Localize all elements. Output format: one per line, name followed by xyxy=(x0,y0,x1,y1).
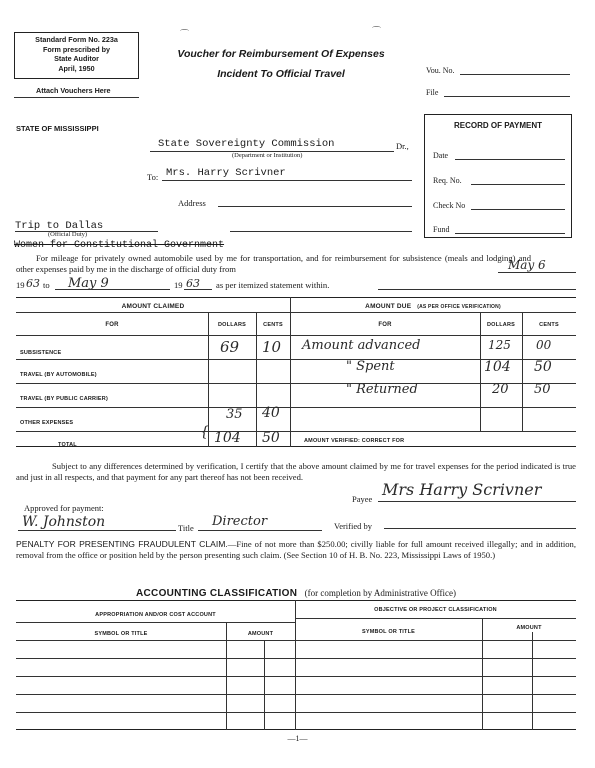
to-date-handwritten: May 9 xyxy=(68,276,109,291)
approved-label: Approved for payment: xyxy=(24,503,104,513)
right-amount-header: AMOUNT xyxy=(516,625,542,631)
other-cents: 40 xyxy=(262,405,280,421)
address-label: Address xyxy=(178,198,206,208)
statement-tail: as per itemized statement within. xyxy=(216,280,330,290)
accounting-subtitle: (for completion by Administrative Office) xyxy=(304,588,456,598)
from-date-handwritten: May 6 xyxy=(508,258,546,272)
page-number: —1— xyxy=(287,734,308,743)
req-no-label: Req. No. xyxy=(433,176,462,185)
due-col-cents: CENTS xyxy=(539,322,559,328)
due-row-dollars: 20 xyxy=(492,382,509,397)
record-of-payment-box xyxy=(424,114,572,238)
to-word: to xyxy=(43,280,50,290)
objective-header: OBJECTIVE OR PROJECT CLASSIFICATION xyxy=(374,607,497,613)
row-label-travel-public: TRAVEL (BY PUBLIC CARRIER) xyxy=(20,396,109,402)
verified-by-label: Verified by xyxy=(334,521,373,531)
form-id-line: Form prescribed by xyxy=(42,44,111,54)
appropriation-header: APPROPRIATION AND/OR COST ACCOUNT xyxy=(95,612,216,618)
mileage-statement: For mileage for privately owned automobile used by me for transportation, and for reimbursement for subsistence (meals and lodging) and other expenses paid by me in the discharge of official duty from xyxy=(16,253,531,274)
due-row-for: Amount advanced xyxy=(302,338,421,353)
state-label: STATE OF MISSISSIPPI xyxy=(16,124,99,133)
due-row-dollars: 125 xyxy=(488,338,511,352)
total-cents: 50 xyxy=(262,430,280,446)
due-row-cents: 50 xyxy=(534,382,551,397)
form-title xyxy=(150,44,412,84)
due-row-cents: 50 xyxy=(534,359,552,375)
organization-value: Women for Constitutional Government xyxy=(14,240,225,251)
vou-no-label: Vou. No. xyxy=(426,66,455,75)
amount-due-title: AMOUNT DUE xyxy=(365,303,412,310)
file-label: File xyxy=(426,88,439,97)
due-row-for: " Spent xyxy=(346,359,395,374)
approver-signature: W. Johnston xyxy=(22,514,106,530)
record-of-payment-title: RECORD OF PAYMENT xyxy=(453,121,542,130)
to-label: To: xyxy=(147,172,159,182)
year-prefix-2: 19 xyxy=(174,280,183,290)
left-amount-header: AMOUNT xyxy=(247,631,274,637)
amount-due-header xyxy=(290,303,576,310)
tick-mark: ⌒ xyxy=(372,26,382,36)
department-value: State Sovereignty Commission xyxy=(158,138,335,150)
department-caption: (Department or Institution) xyxy=(232,152,303,159)
payment-date-label: Date xyxy=(433,151,449,160)
payee-name-value: Mrs. Harry Scrivner xyxy=(166,167,286,179)
penalty-notice xyxy=(16,539,576,560)
title-value: Director xyxy=(212,514,268,529)
right-symbol-header: SYMBOL OR TITLE xyxy=(361,629,415,635)
total-bracket-mark: { xyxy=(200,424,209,440)
left-symbol-header: SYMBOL OR TITLE xyxy=(94,631,148,637)
form-title-line-1: Voucher for Reimbursement Of Expenses xyxy=(177,48,385,60)
form-id-box xyxy=(14,32,139,79)
row-label-total: TOTAL xyxy=(58,442,77,448)
attach-vouchers-note: Attach Vouchers Here xyxy=(36,86,111,95)
due-row-dollars: 104 xyxy=(484,359,511,375)
amount-claimed-header: AMOUNT CLAIMED xyxy=(121,303,185,310)
year-1-handwritten: 63 xyxy=(26,277,40,290)
certification-text: Subject to any differences determined by verification, I certify that the above amount claimed by me for travel expenses for the period indicated is true and just in all respects, and that payment for any part thereof has not been received. xyxy=(16,461,576,482)
accounting-heading xyxy=(16,583,576,601)
penalty-heading: PENALTY FOR PRESENTING FRAUDULENT CLAIM. xyxy=(16,539,228,549)
amount-due-note: (AS PER OFFICE VERIFICATION) xyxy=(417,304,501,310)
due-col-dollars: DOLLARS xyxy=(487,322,515,328)
accounting-table xyxy=(16,600,576,730)
title-label: Title xyxy=(178,523,194,533)
row-label-travel-auto: TRAVEL (BY AUTOMOBILE) xyxy=(20,372,97,378)
claimed-col-dollars: DOLLARS xyxy=(218,322,246,328)
official-duty-caption: (Official Duty) xyxy=(48,231,88,238)
form-title-line-2: Incident To Official Travel xyxy=(217,68,345,80)
payee-label: Payee xyxy=(352,494,373,504)
accounting-title: ACCOUNTING CLASSIFICATION xyxy=(136,588,298,599)
due-row-cents: 00 xyxy=(536,338,552,352)
subsistence-cents: 10 xyxy=(262,338,282,356)
tick-mark: ⌒ xyxy=(180,29,190,39)
subsistence-dollars: 69 xyxy=(220,338,240,356)
other-dollars: 35 xyxy=(226,407,243,422)
form-id-line: State Auditor xyxy=(54,54,99,63)
amount-verified-label: AMOUNT VERIFIED: CORRECT FOR xyxy=(304,438,405,444)
claimed-col-cents: CENTS xyxy=(263,322,283,328)
payee-signature: Mrs Harry Scrivner xyxy=(382,480,542,499)
total-dollars: 104 xyxy=(214,430,241,446)
claimed-col-for: FOR xyxy=(105,322,119,328)
check-no-label: Check No xyxy=(433,201,466,210)
penalty-text: —Fine of not more than $250.00; civilly liable for full amount received illegally; and in addition, removal from the office or position held by the person presenting such claim. (See Section 10 of H. B. No. 223, Mississippi Laws of 1950.) xyxy=(16,539,576,560)
year-prefix-1: 19 xyxy=(16,280,25,290)
form-id-line: April, 1950 xyxy=(58,63,95,73)
department-suffix: Dr., xyxy=(396,141,409,151)
form-id-line: Standard Form No. 223a xyxy=(35,35,118,44)
official-duty-value: Trip to Dallas xyxy=(15,220,104,232)
due-col-for: FOR xyxy=(378,322,392,328)
year-2-handwritten: 63 xyxy=(186,277,200,290)
row-label-other: OTHER EXPENSES xyxy=(20,420,74,426)
due-row-for: " Returned xyxy=(346,382,418,397)
row-label-subsistence: SUBSISTENCE xyxy=(20,350,62,356)
fund-label: Fund xyxy=(433,225,450,234)
